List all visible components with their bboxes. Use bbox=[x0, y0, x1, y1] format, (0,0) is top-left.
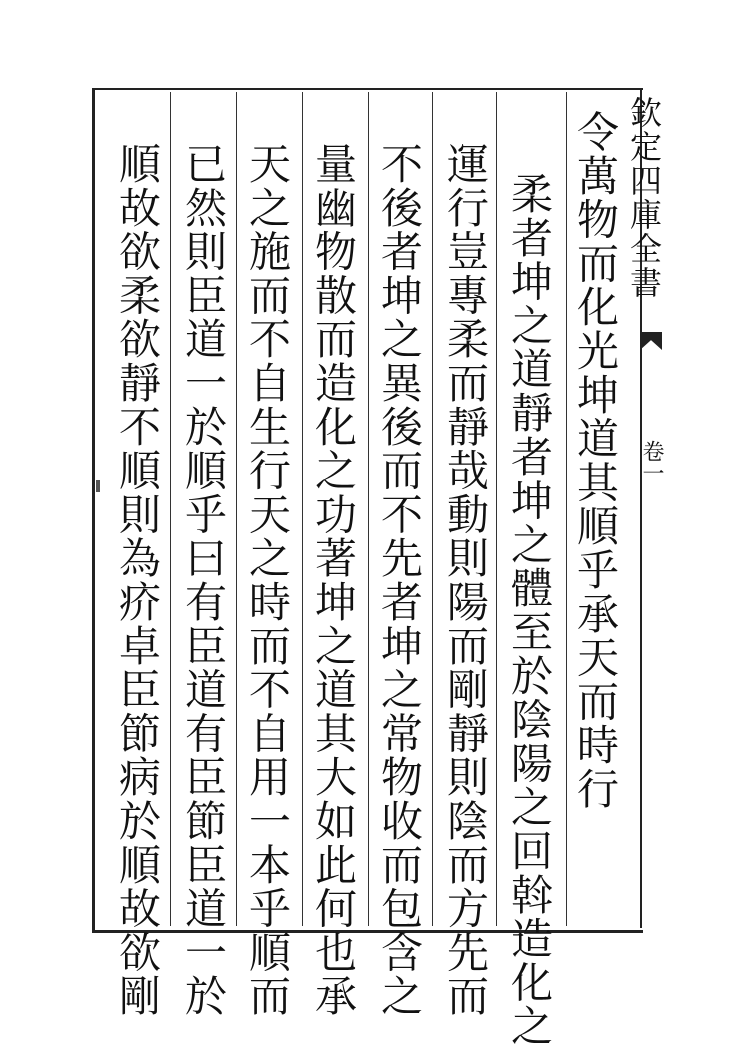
text-column-4: 不後者坤之異後而不先者坤之常物收而包含之 bbox=[375, 142, 424, 1018]
column-rule bbox=[566, 92, 567, 926]
text-column-6: 天之施而不自生行天之時而不自用一本乎順而 bbox=[243, 142, 292, 1018]
volume-label: 卷一 bbox=[639, 440, 664, 484]
column-rule bbox=[432, 92, 433, 926]
column-rule bbox=[496, 92, 497, 926]
text-column-2: 柔者坤之道靜者坤之體至於陰陽之回斡造化之 bbox=[505, 172, 554, 1048]
column-rule bbox=[236, 92, 237, 926]
text-column-7: 已然則臣道一於順乎曰有臣道有臣節臣道一於 bbox=[179, 142, 228, 1018]
column-rule bbox=[170, 92, 171, 926]
column-rule bbox=[302, 92, 303, 926]
text-column-3: 運行豈專柔而靜哉動則陽而剛靜則陰而方先而 bbox=[441, 142, 490, 1018]
text-column-5: 量幽物散而造化之功著坤之道其大如此何也承 bbox=[309, 142, 358, 1018]
text-column-8: 順故欲柔欲靜不順則為疥卓臣節病於順故欲剛 bbox=[113, 142, 162, 1018]
column-rule bbox=[368, 92, 369, 926]
binding-mark bbox=[96, 480, 100, 492]
text-column-1: 令萬物而化光坤道其順乎承天而時行 bbox=[571, 110, 620, 811]
book-title: 欽定四庫全書 bbox=[625, 96, 663, 300]
